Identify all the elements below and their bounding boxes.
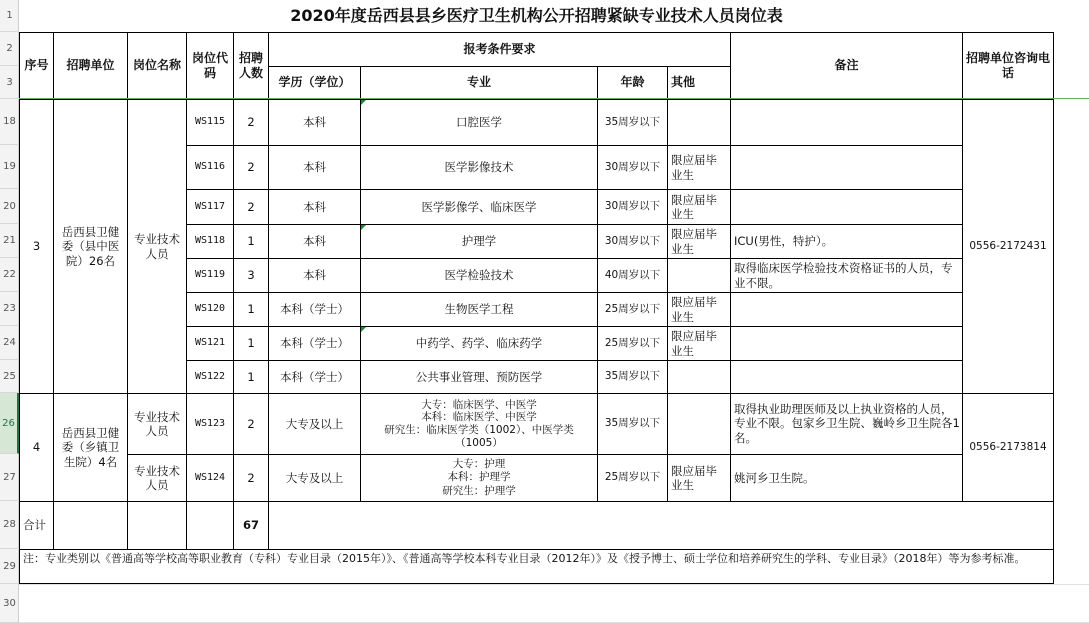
major-line: 研究生：临床医学类（1002）、中医学类 [384, 424, 574, 436]
other-cell[interactable] [667, 360, 731, 394]
major-line: （1005） [455, 436, 503, 449]
group-post[interactable]: 专业技术人员 [127, 99, 187, 394]
remark-cell[interactable] [730, 360, 963, 394]
row-header[interactable]: 30 [0, 584, 19, 623]
row-header[interactable]: 21 [0, 224, 19, 258]
major-cell[interactable]: 医学检验技术 [360, 258, 598, 293]
header-requirements[interactable]: 报考条件要求 [268, 32, 731, 67]
remark-cell[interactable] [730, 99, 963, 146]
post-code-cell[interactable]: WS115 [186, 99, 234, 146]
education-cell[interactable]: 大专及以上 [268, 454, 361, 502]
header-major[interactable]: 专业 [360, 66, 598, 99]
major-line: 本科：护理学 [447, 471, 511, 484]
age-cell[interactable]: 35周岁以下 [597, 360, 668, 394]
major-line: 本科：临床医学、中医学 [421, 411, 537, 424]
post-code-cell[interactable]: WS119 [186, 258, 234, 293]
header-count[interactable]: 招聘人数 [233, 32, 269, 99]
major-cell[interactable]: 护理学 [360, 224, 598, 259]
post-code-cell[interactable]: WS118 [186, 224, 234, 259]
total-value[interactable]: 67 [233, 501, 269, 550]
header-phone[interactable]: 招聘单位咨询电话 [962, 32, 1054, 99]
age-cell[interactable]: 30周岁以下 [597, 189, 668, 225]
education-cell[interactable]: 本科 [268, 145, 361, 190]
footnote[interactable]: 注：专业类别以《普通高等学校高等职业教育（专科）专业目录（2015年）》、《普通高等学校本科专业目录（2012年）》及《授予博士、硕士学位和培养研究生的学科、专业目录》（2018年）等为参考标准。 [19, 549, 1054, 584]
count-cell[interactable]: 1 [233, 292, 269, 327]
remark-cell[interactable] [730, 189, 963, 225]
remark-cell[interactable] [730, 292, 963, 327]
age-cell[interactable]: 35周岁以下 [597, 393, 668, 455]
major-line: 研究生：护理学 [442, 484, 516, 497]
row-header[interactable]: 23 [0, 292, 19, 326]
other-cell[interactable]: 限应届毕业生 [667, 145, 731, 190]
age-cell[interactable]: 30周岁以下 [597, 224, 668, 259]
count-cell[interactable]: 1 [233, 360, 269, 394]
education-cell[interactable]: 本科（学士） [268, 292, 361, 327]
age-cell[interactable]: 25周岁以下 [597, 292, 668, 327]
post-code-cell[interactable]: WS121 [186, 326, 234, 361]
major-line: 大专：临床医学、中医学 [421, 398, 537, 411]
row-header[interactable]: 18 [0, 99, 19, 145]
count-cell[interactable]: 2 [233, 99, 269, 146]
education-cell[interactable]: 本科（学士） [268, 326, 361, 361]
age-cell[interactable]: 30周岁以下 [597, 145, 668, 190]
group-phone[interactable]: 0556-2172431 [962, 99, 1054, 394]
row-header[interactable]: 2 [0, 32, 19, 66]
education-cell[interactable]: 本科 [268, 189, 361, 225]
group-post[interactable]: 专业技术人员 [127, 393, 187, 455]
other-cell[interactable] [667, 99, 731, 146]
header-post-name[interactable]: 岗位名称 [127, 32, 187, 99]
header-education[interactable]: 学历（学位） [268, 66, 361, 99]
row-header[interactable]: 20 [0, 189, 19, 224]
count-cell[interactable]: 2 [233, 393, 269, 455]
post-code-cell[interactable]: WS122 [186, 360, 234, 394]
post-code-cell[interactable]: WS117 [186, 189, 234, 225]
age-cell[interactable]: 25周岁以下 [597, 454, 668, 502]
major-cell[interactable]: 公共事业管理、预防医学 [360, 360, 598, 394]
post-code-cell[interactable]: WS120 [186, 292, 234, 327]
major-cell[interactable]: 生物医学工程 [360, 292, 598, 327]
group-seq[interactable]: 3 [19, 99, 54, 394]
other-cell[interactable]: 限应届毕业生 [667, 454, 731, 502]
header-other[interactable]: 其他 [667, 66, 731, 99]
header-remarks[interactable]: 备注 [730, 32, 963, 99]
major-cell[interactable] [360, 393, 598, 455]
total-label[interactable]: 合计 [19, 501, 54, 550]
group-unit[interactable]: 岳西县卫健委（县中医院）26名 [53, 99, 128, 394]
count-cell[interactable]: 1 [233, 326, 269, 361]
other-cell[interactable]: 限应届毕业生 [667, 224, 731, 259]
header-seq[interactable]: 序号 [19, 32, 54, 99]
remark-cell[interactable] [730, 145, 963, 190]
row-header[interactable]: 3 [0, 66, 19, 99]
header-unit[interactable]: 招聘单位 [53, 32, 128, 99]
sheet-title[interactable]: 2020年度岳西县县乡医疗卫生机构公开招聘紧缺专业技术人员岗位表 [290, 6, 783, 25]
education-cell[interactable]: 本科 [268, 99, 361, 146]
total-empty-cell[interactable] [268, 501, 1054, 550]
age-cell[interactable]: 25周岁以下 [597, 326, 668, 361]
age-cell[interactable]: 35周岁以下 [597, 99, 668, 146]
row-header-column [0, 0, 19, 623]
other-cell[interactable]: 限应届毕业生 [667, 326, 731, 361]
post-code-cell[interactable]: WS124 [186, 454, 234, 502]
other-cell[interactable] [667, 393, 731, 455]
remark-cell[interactable]: 姚河乡卫生院。 [730, 454, 963, 502]
row-header[interactable]: 29 [0, 549, 19, 584]
total-empty-cell[interactable] [186, 501, 234, 550]
remark-cell[interactable]: 取得执业助理医师及以上执业资格的人员，专业不限。包家乡卫生院、巍岭乡卫生院各1名。 [730, 393, 963, 455]
count-cell[interactable]: 2 [233, 145, 269, 190]
row-header-selected[interactable]: 26 [0, 393, 19, 454]
major-cell[interactable]: 医学影像技术 [360, 145, 598, 190]
major-cell[interactable]: 医学影像学、临床医学 [360, 189, 598, 225]
other-cell[interactable]: 限应届毕业生 [667, 189, 731, 225]
row-header[interactable]: 24 [0, 326, 19, 360]
row-header[interactable]: 1 [0, 0, 19, 32]
education-cell[interactable]: 本科 [268, 258, 361, 293]
total-empty-cell[interactable] [127, 501, 187, 550]
education-cell[interactable]: 本科 [268, 224, 361, 259]
major-cell[interactable] [360, 454, 598, 502]
remark-cell[interactable] [730, 326, 963, 361]
total-empty-cell[interactable] [53, 501, 128, 550]
row-header[interactable]: 22 [0, 258, 19, 292]
group-post[interactable]: 专业技术人员 [127, 454, 187, 502]
header-post-code[interactable]: 岗位代码 [186, 32, 234, 99]
post-code-cell[interactable]: WS123 [186, 393, 234, 455]
group-phone[interactable]: 0556-2173814 [962, 393, 1054, 502]
group-seq[interactable]: 4 [19, 393, 54, 502]
remark-cell[interactable]: ICU(男性，特护）。 [730, 224, 963, 259]
group-unit[interactable]: 岳西县卫健委（乡镇卫生院）4名 [53, 393, 128, 502]
count-cell[interactable]: 1 [233, 224, 269, 259]
age-cell[interactable]: 40周岁以下 [597, 258, 668, 293]
row-header[interactable]: 19 [0, 145, 19, 189]
header-age[interactable]: 年龄 [597, 66, 668, 99]
row-header[interactable]: 25 [0, 360, 19, 393]
other-cell[interactable]: 限应届毕业生 [667, 292, 731, 327]
count-cell[interactable]: 2 [233, 454, 269, 502]
row-header[interactable]: 28 [0, 501, 19, 549]
count-cell[interactable]: 2 [233, 189, 269, 225]
count-cell[interactable]: 3 [233, 258, 269, 293]
other-cell[interactable] [667, 258, 731, 293]
post-code-cell[interactable]: WS116 [186, 145, 234, 190]
major-cell[interactable]: 口腔医学 [360, 99, 598, 146]
major-cell[interactable]: 中药学、药学、临床药学 [360, 326, 598, 361]
major-line: 大专：护理 [452, 458, 506, 471]
education-cell[interactable]: 大专及以上 [268, 393, 361, 455]
education-cell[interactable]: 本科（学士） [268, 360, 361, 394]
remark-cell[interactable]: 取得临床医学检验技术资格证书的人员，专业不限。 [730, 258, 963, 293]
row-header[interactable]: 27 [0, 454, 19, 501]
